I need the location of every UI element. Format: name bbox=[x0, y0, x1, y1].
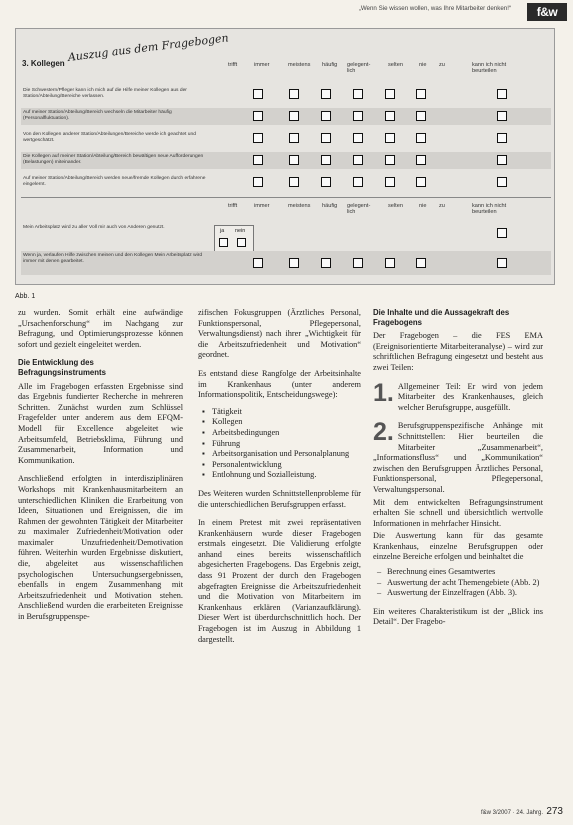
checkbox[interactable] bbox=[321, 258, 331, 268]
col-head-selten: selten bbox=[388, 62, 403, 68]
figure-caption: Abb. 1 bbox=[15, 293, 36, 300]
question-row: Die Schwestern/Pfleger kann ich mich auf die Hilfe meiner Kollegen aus der Station/Abteilung/Bereiche verlassen. bbox=[21, 86, 551, 103]
paragraph: Anschließend erfolgten in interdisziplinären Workshops mit Krankenhausmitarbeitern an unterschiedlichen Kliniken die Erarbeitung von Ideen, Situationen und Ereignissen, die im Rahmen der gewohnten Tätigkeit der Mitarbeiter zu maximaler Zufriedenheit/Motivation oder maximaler Unzufriedenheit/Demotivation führen. Weiterhin wurden Ergebnisse diskutiert, die, abgeleitet aus wissenschaftlichen psychologischen Untersuchungsergebnissen, ebenfalls in engem Zusammenhang mit Arbeitszufriedenheit und Motivation stehen. Anschließend wurden die erarbeiteten Ereignisse in Berufsgruppenspe- bbox=[18, 474, 183, 622]
question-row: Auf meiner Station/Abteilung/Bereich werden neue/fremde Kollegen durch erfahrene eingelernt. bbox=[21, 174, 551, 191]
checkbox[interactable] bbox=[416, 258, 426, 268]
no-label: nein bbox=[235, 228, 246, 234]
question-row: Von den Kollegen anderer Station/Abteilungen/Bereiche werde ich geachtet und wertgeschätzt. bbox=[21, 130, 551, 147]
list-item: – Auswertung der acht Themengebiete (Abb. 2) bbox=[377, 578, 543, 589]
checkbox[interactable] bbox=[497, 258, 507, 268]
question-row: Auf meiner Station/Abteilung/Bereich wechseln die Mitarbeiter häufig (Personalfluktuation). bbox=[21, 108, 551, 125]
checkbox[interactable] bbox=[416, 111, 426, 121]
section-heading: Die Inhalte und die Aussagekraft des Fragebogens bbox=[373, 308, 510, 327]
text-column-1 bbox=[18, 308, 183, 631]
checkbox[interactable] bbox=[497, 155, 507, 165]
checkbox[interactable] bbox=[289, 111, 299, 121]
checkbox[interactable] bbox=[385, 177, 395, 187]
checkbox[interactable] bbox=[353, 177, 363, 187]
col-head-haeufig: häufig bbox=[322, 62, 338, 68]
yes-label: ja bbox=[220, 228, 225, 234]
checkbox[interactable] bbox=[253, 111, 263, 121]
checkbox-yes[interactable] bbox=[219, 238, 228, 247]
paragraph: Des Weiteren wurden Schnittstellenprobleme für die unterschiedlichen Berufsgruppen erfasst. bbox=[198, 488, 361, 509]
list-item: ▪ Tätigkeit bbox=[202, 407, 361, 418]
col-head-gelegentlich-2: gelegent-lich bbox=[347, 203, 371, 216]
paragraph: Ein weiteres Charakteristikum ist der „Blick ins Detail“. Der Fragebo- bbox=[373, 606, 543, 627]
checkbox[interactable] bbox=[253, 258, 263, 268]
figure-handwritten-note: Auszug aus dem Fragebogen bbox=[67, 31, 230, 64]
checkbox-no[interactable] bbox=[237, 238, 246, 247]
list-item: – Berechnung eines Gesamtwertes bbox=[377, 567, 543, 578]
number-marker: 1. bbox=[373, 378, 394, 407]
col-head-meistens: meistens bbox=[288, 62, 311, 68]
question-row: Mein Arbeitsplatz wird zu aller Voll mir auch von Anderen genutzt. bbox=[21, 223, 551, 245]
checkbox[interactable] bbox=[385, 155, 395, 165]
checkbox[interactable] bbox=[321, 177, 331, 187]
paragraph: Die Auswertung kann für das gesamte Krankenhaus, einzelne Berufsgruppen oder einzelne Bereiche erfolgen und beinhaltet die bbox=[373, 531, 543, 562]
page-header bbox=[0, 0, 573, 22]
col-head-immer-2: immer bbox=[254, 203, 270, 209]
checkbox[interactable] bbox=[289, 177, 299, 187]
col-head-zu: zu bbox=[439, 62, 445, 68]
journal-footer: f&w 3/2007 · 24. Jahrg. bbox=[480, 810, 543, 816]
checkbox[interactable] bbox=[289, 258, 299, 268]
list-item: – Auswertung der Einzelfragen (Abb. 3). bbox=[377, 588, 543, 599]
figure-divider bbox=[21, 197, 551, 198]
checkbox[interactable] bbox=[353, 155, 363, 165]
checkbox[interactable] bbox=[253, 155, 263, 165]
checkbox[interactable] bbox=[497, 177, 507, 187]
checkbox[interactable] bbox=[353, 258, 363, 268]
col-head-selten-2: selten bbox=[388, 203, 403, 209]
col-head-nie-2: nie bbox=[419, 203, 427, 209]
paragraph: Der Fragebogen – die FES EMA (Ereignisorientierte Mitarbeiteranalyse) – wird zur schriftlichen Befragung eingesetzt und besteht aus zwei Teilen: bbox=[373, 331, 543, 372]
col-head-nie: nie bbox=[419, 62, 427, 68]
checkbox[interactable] bbox=[253, 133, 263, 143]
paragraph: Alle im Fragebogen erfassten Ergebnisse sind das Ergebnis fundierter Recherche in mehreren Schritten. Zunächst wurden zum Schlüssel Fragefelder unter anderem aus dem EFQM-Modell für Excellence abgeleitet wie Arbeitsumfeld, Betriebsklima, Führung und Zusammenarbeit, Information und Kommunikation. bbox=[18, 381, 183, 465]
checkbox[interactable] bbox=[416, 133, 426, 143]
checkbox[interactable] bbox=[353, 89, 363, 99]
checkbox[interactable] bbox=[497, 228, 507, 238]
paragraph: zu wurden. Somit erhält eine aufwändige „Ursachenforschung“ im Nachgang zur Befragung, und Optimierungsprozesse können sofort und gezielt eingeleitet werden. bbox=[18, 308, 183, 349]
figure-section-title: 3. Kollegen bbox=[22, 59, 65, 68]
checkbox[interactable] bbox=[321, 155, 331, 165]
col-head-zu-2: zu bbox=[439, 203, 445, 209]
checkbox[interactable] bbox=[416, 89, 426, 99]
evaluation-list bbox=[377, 567, 543, 599]
col-head-trifft: trifft bbox=[228, 62, 238, 68]
list-item: ▪ Entlohnung und Sozialleistung. bbox=[202, 470, 361, 481]
questionnaire-figure bbox=[15, 28, 555, 285]
checkbox[interactable] bbox=[385, 258, 395, 268]
col-head-meistens-2: meistens bbox=[288, 203, 311, 209]
col-head-immer: immer bbox=[254, 62, 270, 68]
paragraph: Mit dem entwickelten Befragungsinstrument erhalten Sie schnell und übersichtlich wertvolle Informationen in mehrfacher Hinsicht. bbox=[373, 497, 543, 528]
section-heading: Die Entwicklung des Befragungsinstruments bbox=[18, 358, 106, 377]
question-row: Wenn ja, verlaufen Hilfe zwischen meinen und den Kollegen Mein Arbeitsplatz wird immer mit denen gearbeitet. bbox=[21, 251, 551, 275]
col-head-kann-nicht-2: kann ich nicht beurteilen bbox=[472, 203, 507, 216]
checkbox[interactable] bbox=[497, 111, 507, 121]
checkbox[interactable] bbox=[497, 89, 507, 99]
numbered-paragraph: 2. Berufsgruppenspezifische Anhänge mit Schnittstellen: Hier beurteilen die Mitarbeiter „Zusammenarbeit“, „Informationsfluss“ und „Kommunikation“ zwischen den Berufsgruppen Ärztliches Personal, Funktionspersonal, Pflegepersonal, Verwaltungspersonal. bbox=[373, 418, 543, 494]
running-title: „Wenn Sie wissen wollen, was Ihre Mitarbeiter denken!“ bbox=[358, 5, 511, 12]
checkbox[interactable] bbox=[321, 89, 331, 99]
list-item: ▪ Arbeitsorganisation und Personalplanung bbox=[202, 449, 361, 460]
checkbox[interactable] bbox=[416, 177, 426, 187]
checkbox[interactable] bbox=[321, 111, 331, 121]
list-item: ▪ Kollegen bbox=[202, 417, 361, 428]
list-item: ▪ Führung bbox=[202, 439, 361, 450]
checkbox[interactable] bbox=[321, 133, 331, 143]
checkbox[interactable] bbox=[353, 133, 363, 143]
text-column-2 bbox=[198, 308, 361, 653]
text-column-3 bbox=[373, 308, 543, 636]
ranking-list bbox=[202, 407, 361, 481]
list-item: ▪ Arbeitsbedingungen bbox=[202, 428, 361, 439]
numbered-paragraph: 1. Allgemeiner Teil: Er wird von jedem Mitarbeiter des Krankenhauses, gleich welcher Berufsgruppe, ausgefüllt. bbox=[373, 378, 543, 412]
checkbox[interactable] bbox=[289, 133, 299, 143]
col-head-kann-nicht: kann ich nicht beurteilen bbox=[472, 62, 507, 75]
checkbox[interactable] bbox=[289, 155, 299, 165]
col-head-haeufig-2: häufig bbox=[322, 203, 338, 209]
yes-no-box bbox=[214, 225, 254, 253]
col-head-trifft-2: trifft bbox=[228, 203, 238, 209]
checkbox[interactable] bbox=[497, 133, 507, 143]
checkbox[interactable] bbox=[385, 89, 395, 99]
journal-logo: f&w bbox=[527, 3, 567, 21]
paragraph: In einem Pretest mit zwei repräsentativen Krankenhäusern wurde dieser Fragebogen erstmals eingesetzt. Die Validierung erfolgte anhand eines bereits wissenschaftlich abgesicherten Fragebogens. Das Ergebnis zeigt, dass 91 Prozent der durch den Fragebogen abgefragten Ereignisse die Arbeitszufriedenheit und die Motivation von Mitarbeitern im Krankenhaus erklären (Varianzaufklärung). Dieser Wert ist überdurchschnittlich hoch. Der Fragebogen ist im Auszug in Abbildung 1 dargestellt. bbox=[198, 518, 361, 644]
page-number: 273 bbox=[546, 806, 563, 817]
checkbox[interactable] bbox=[253, 177, 263, 187]
checkbox[interactable] bbox=[289, 89, 299, 99]
col-head-gelegentlich: gelegent-lich bbox=[347, 62, 371, 75]
question-row: Die Kollegen auf meiner Station/Abteilung/Bereich bewältigen neue Aufforderungen (Belastungen) miteinander. bbox=[21, 152, 551, 169]
paragraph: Es entstand diese Rangfolge der Arbeitsinhalte im Krankenhaus (unter anderem Informationspolitik, Entscheidungswege): bbox=[198, 368, 361, 400]
checkbox[interactable] bbox=[416, 155, 426, 165]
checkbox[interactable] bbox=[385, 133, 395, 143]
checkbox[interactable] bbox=[353, 111, 363, 121]
paragraph: zifischen Fokusgruppen (Ärztliches Personal, Funktionspersonal, Pflegepersonal, Verwaltungsdienst) nach ihrer „Wichtigkeit für die Arbeitszufriedenheit und Motivation“ geordnet. bbox=[198, 308, 361, 360]
checkbox[interactable] bbox=[385, 111, 395, 121]
number-marker: 2. bbox=[373, 418, 394, 447]
list-item: ▪ Personalentwicklung bbox=[202, 460, 361, 471]
checkbox[interactable] bbox=[253, 89, 263, 99]
